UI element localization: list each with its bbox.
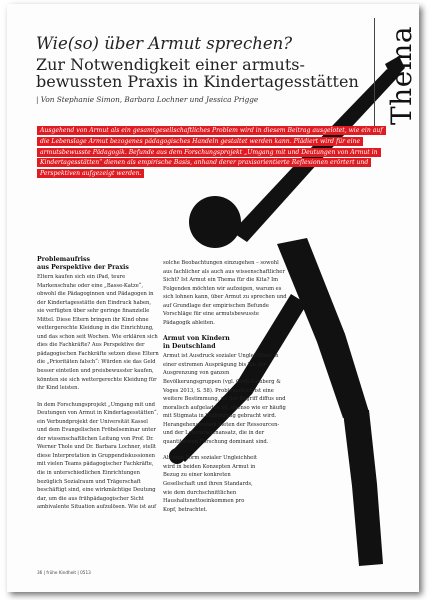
section-heading: Armut von Kindern in Deutschland <box>163 335 230 351</box>
article-kicker: Wie(so) über Armut sprechen? <box>36 34 293 53</box>
section-label: Thema <box>385 25 419 125</box>
text-column-right <box>163 259 287 522</box>
paragraph: Eltern kaufen sich ein iPad, teure Markenschuhe oder eine „Basse-Katze“, obwohl die Pädagoginnen und Pädagogen in der Kindertagesstätte den Eindruck haben, sie verfügten über sehr geringe finanzielle Mittel. Diese Eltern bringen ihr Kind ohne wettergerechte Kleidung in die Einrichtung, und das schon seit Wochen. Wie erklären sich dies die Fachkräfte? Aus Perspektive der pädagogischen Fachkräfte setzen diese Eltern die „Prioritäten falsch“: Würden sie das Geld besser einteilen und preisbewusster kaufen, könnten sie sich wettergerechte Kleidung für ihr Kind leisten. <box>37 274 159 392</box>
page-footer: 36 | frühe Kindheit | 0513 <box>37 570 91 575</box>
paragraph: solche Beobachtungen einzugehen – sowohl aus fachlicher als auch aus wissenschaftlicher Sicht? Ist Armut ein Thema für die Kita? Im Folgenden möchten wir aufzeigen, warum es sich lohnen kann, über Armut zu sprechen und auf Grundlage der empirischen Befunde Vorschläge für eine armutsbewusste Pädagogik ableiten. <box>163 260 287 326</box>
article-title <box>36 56 366 90</box>
title-line: Zur Notwendigkeit einer armuts- <box>36 55 305 74</box>
article-intro <box>37 126 387 180</box>
intro-text: Ausgehend von Armut als ein gesamtgesellschaftliches Problem wird in diesem Beitrag ausgelotet, wie ein auf die Lebenslage Armut bezogenes pädagogisches Handeln gestaltet werden kann. Plädiert wird für eine armutsbewusste Pädagogik. Befunde aus dem Forschungsprojekt „Umgang mit und Deutungen von Armut in Kindertagesstätten“ dienen als empirische Basis, anhand derer praxisorientierte Reflexionen erörtert und Perspektiven aufgezeigt werden. <box>37 126 386 178</box>
title-line: bewussten Praxis in Kindertagesstätten <box>36 72 359 91</box>
paragraph: Armut ist Ausdruck sozialer Ungleichheit in einer extremen Ausprägung bis hin zur Ausgrenzung von ganzen Bevölkerungsgruppen (vgl. Groh-Samberg & Voges 2013, S. 58). Problematisch ist eine weitere Bestimmung, da der Begriff diffus und moralisch aufgeladen ist, ebenso wie er häufig mit Stigmata in Verbindung gebracht wird. Herangehensweisen bieten der Ressourcen- und der Lebenslagenansatz, die in der quantitativen Forschung dominant sind. <box>163 353 286 445</box>
text-column-left <box>37 256 159 520</box>
section-heading: Problemaufriss aus Perspektive der Praxis <box>37 256 129 271</box>
article-authors: | Von Stephanie Simon, Barbara Lochner und Jessica Prigge <box>36 95 259 104</box>
paragraph: Als eine Form sozialer Ungleichheit wird in beiden Konzepten Armut in Bezug zu einer konkreten Gesellschaft und ihren Standards, wie dem durchschnittlichen Haushaltsnettoeinkommen pro Kopf, betrachtet. <box>163 455 257 513</box>
magazine-page <box>7 4 419 592</box>
section-divider <box>374 18 375 130</box>
paragraph: In dem Forschungsprojekt „Umgang mit und Deutungen von Armut in Kindertagesstätten“, ein Verbundprojekt der Universität Kassel und dem Evangelischen Fröbelseminar unter der wissenschaftlichen Leitung von Prof. Dr. Werner Thole und Dr. Barbara Lochner, stellt diese Interpretation in Gruppendiskussionen mit vielen Teams pädagogischer Fachkräfte, die in unterschiedlichen Einrichtungen bezüglich Sozialraum und Trägerschaft beschäftigt sind, eine wirkmächtige Deutung dar, um die aus frühpädagogischer Sicht ambivalente Situation aufzulösen. Wie ist auf <box>37 401 159 511</box>
